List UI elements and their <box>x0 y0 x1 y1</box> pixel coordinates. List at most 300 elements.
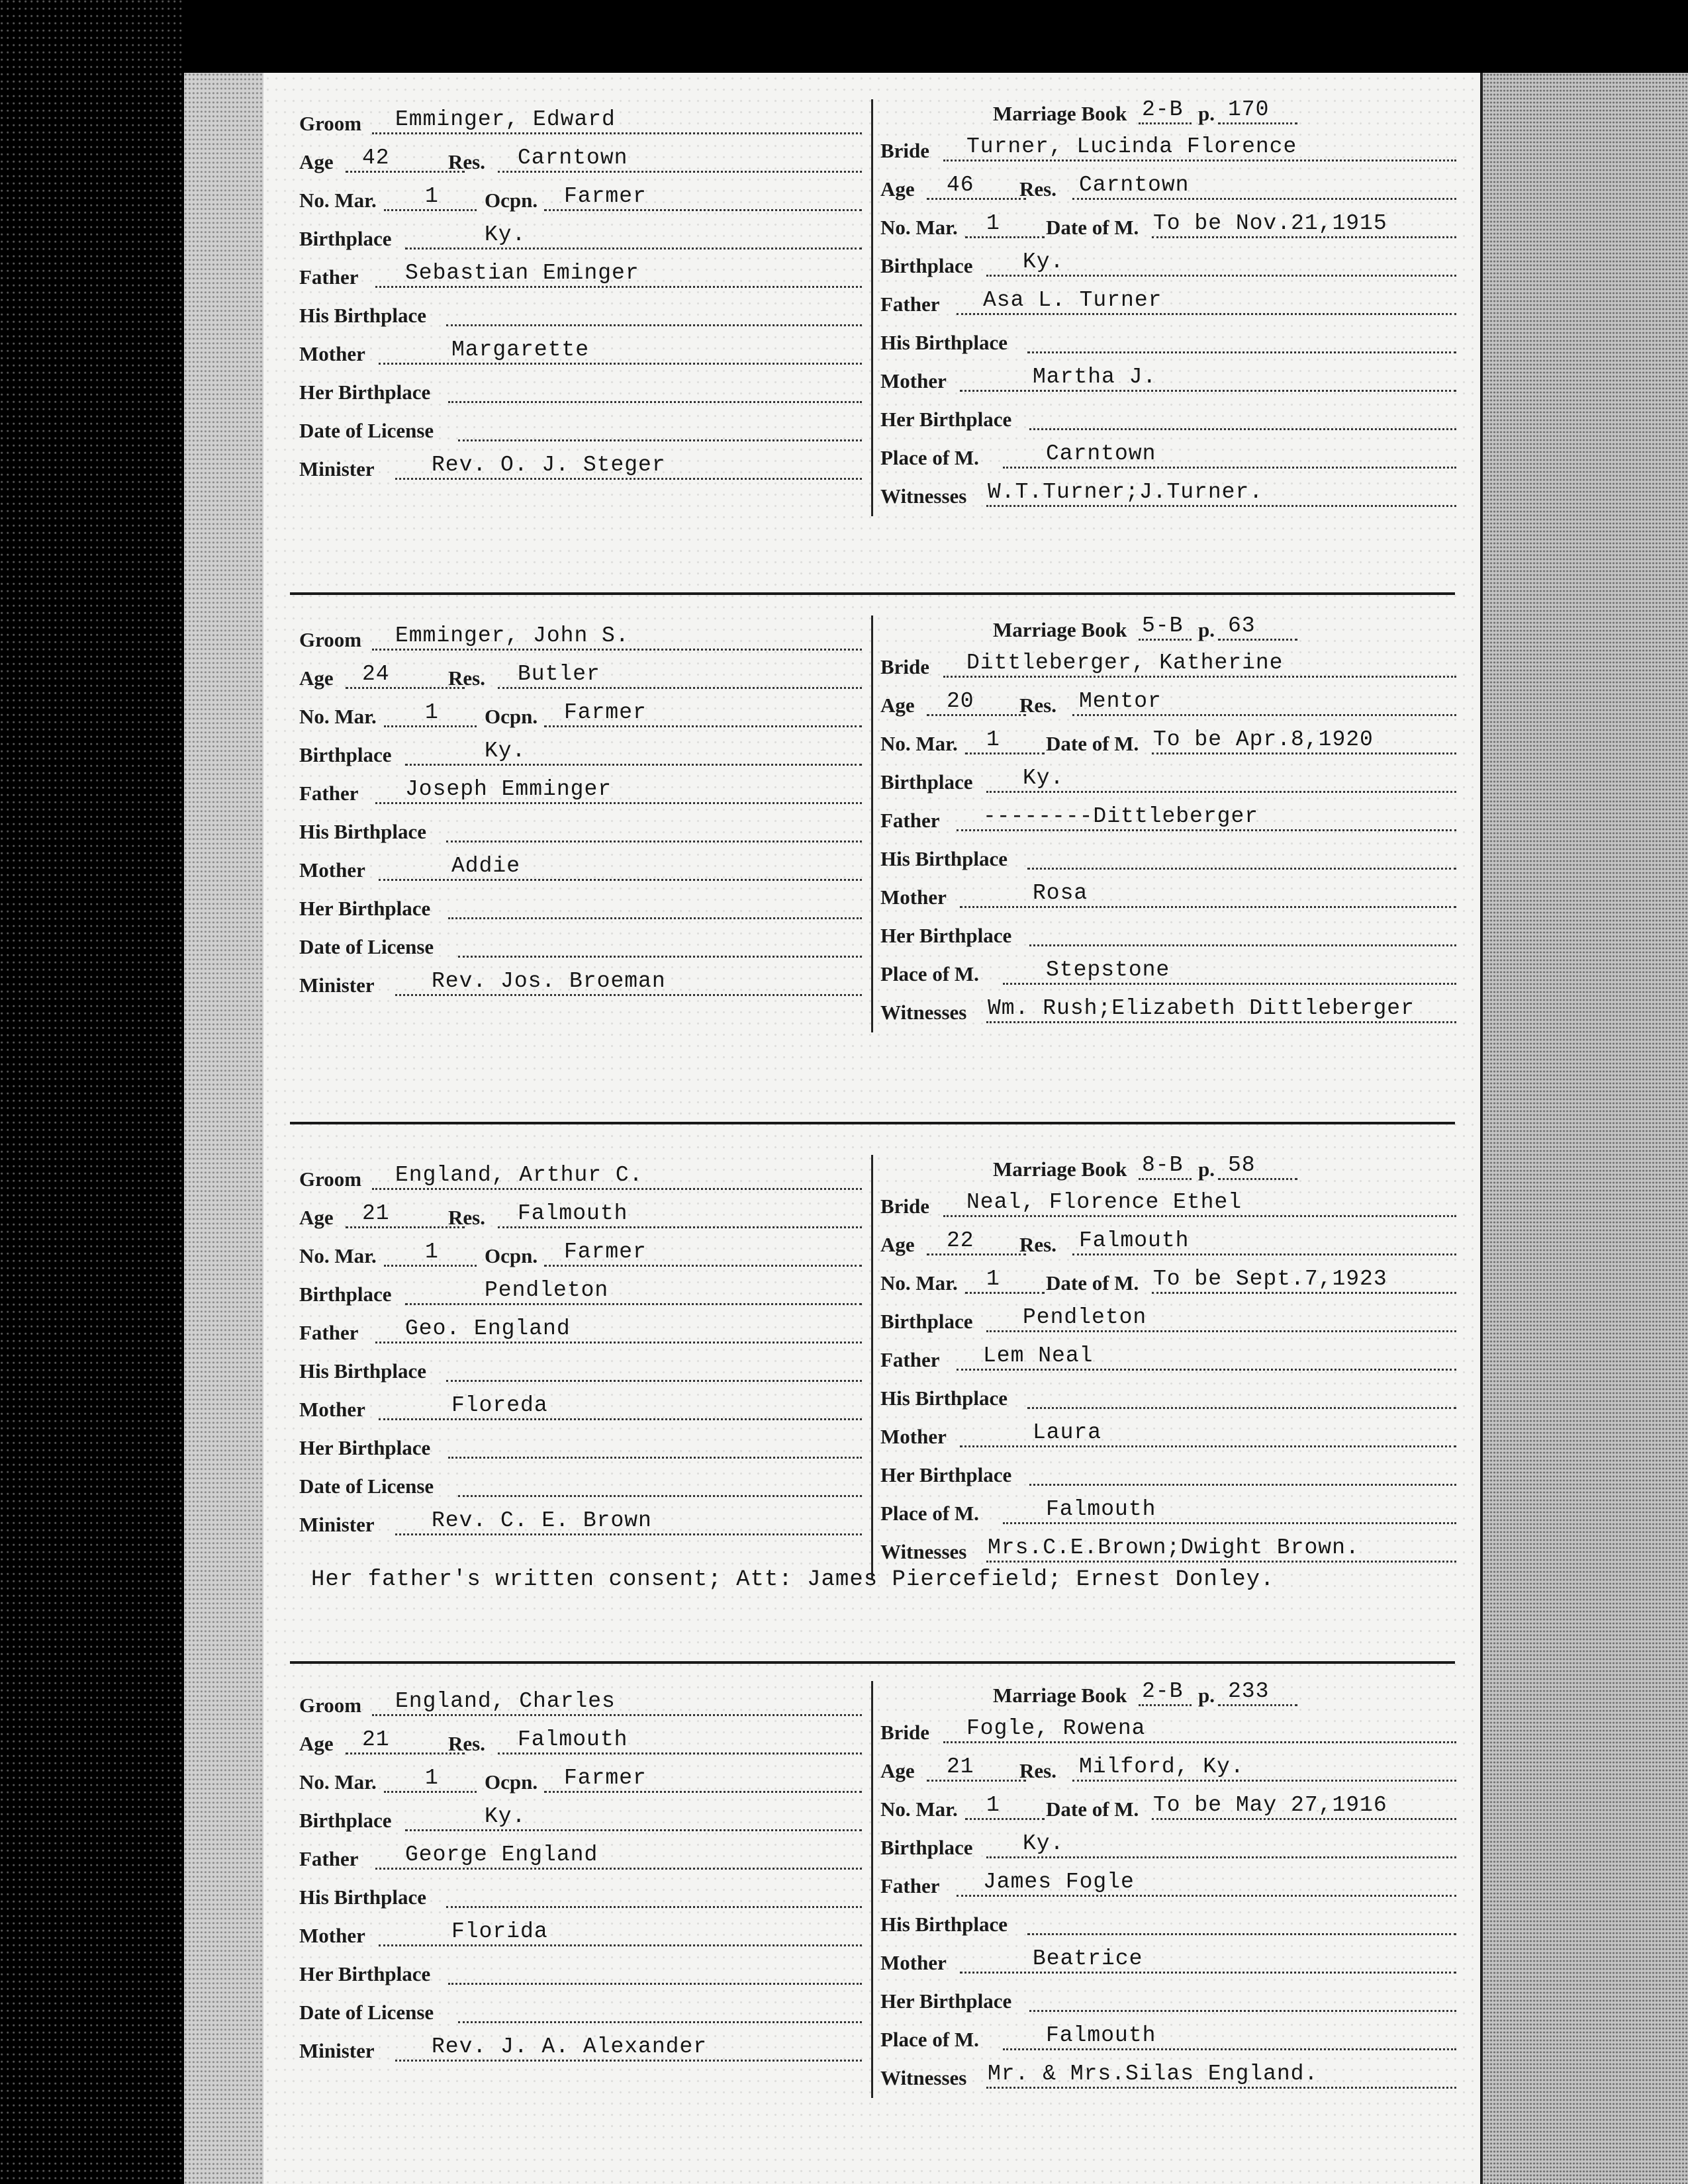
no-mar-label: No. Mar. <box>299 1244 377 1267</box>
bride-no-mar: 1 <box>986 727 1000 752</box>
date-of-marriage: To be Nov.21,1915 <box>1153 211 1387 236</box>
marriage-book-page: 63 <box>1228 614 1256 638</box>
his-birthplace-label: His Birthplace <box>299 820 427 843</box>
groom-residence: Falmouth <box>518 1201 628 1226</box>
groom-name: England, Arthur C. <box>395 1163 643 1187</box>
dotted-line <box>379 1418 862 1420</box>
mother-label: Mother <box>299 342 365 365</box>
dotted-line <box>1072 1253 1456 1255</box>
dotted-line <box>1218 1704 1297 1706</box>
mother-label: Mother <box>299 858 365 882</box>
bride-name: Neal, Florence Ethel <box>966 1190 1243 1214</box>
marriage-book-number: 8-B <box>1142 1153 1184 1177</box>
groom-label: Groom <box>299 112 362 135</box>
place-of-m-label: Place of M. <box>880 2028 979 2051</box>
marriage-record <box>265 1674 1483 2138</box>
bride-no-mar: 1 <box>986 1793 1000 1817</box>
groom-no-mar: 1 <box>425 1766 439 1790</box>
dotted-line <box>346 687 465 689</box>
dotted-line <box>927 1253 1026 1255</box>
bride-no-mar: 1 <box>986 1267 1000 1291</box>
groom-occupation: Farmer <box>564 1766 647 1790</box>
record-separator <box>290 1661 1455 1664</box>
dotted-line <box>346 171 465 173</box>
age-label: Age <box>299 666 334 690</box>
groom-name: Emminger, Edward <box>395 107 616 132</box>
place-of-m-label: Place of M. <box>880 962 979 985</box>
dotted-line <box>458 439 862 441</box>
bride-father-label: Father <box>880 809 940 832</box>
dotted-line <box>927 198 1026 200</box>
bride-age: 21 <box>947 1754 974 1779</box>
no-mar-label: No. Mar. <box>299 189 377 212</box>
his-birthplace-label: His Birthplace <box>299 1886 427 1909</box>
groom-minister: Rev. Jos. Broeman <box>432 969 666 993</box>
dotted-line <box>372 1714 862 1716</box>
bride-mother-label: Mother <box>880 1425 947 1448</box>
marriage-record <box>265 1148 1483 1612</box>
dotted-line <box>986 505 1456 507</box>
dotted-line <box>544 1265 862 1267</box>
groom-father: George England <box>405 1843 598 1867</box>
dotted-line <box>448 401 862 403</box>
groom-father: Joseph Emminger <box>405 777 612 801</box>
bride-father: --------Dittleberger <box>983 804 1259 829</box>
groom-label: Groom <box>299 1694 362 1717</box>
place-of-marriage: Falmouth <box>1046 2023 1156 2048</box>
dotted-line <box>458 956 862 958</box>
groom-minister: Rev. C. E. Brown <box>432 1508 652 1533</box>
bride-birthplace: Ky. <box>1023 1831 1064 1856</box>
page-label: p. <box>1198 618 1215 641</box>
bride-age: 46 <box>947 173 974 197</box>
witnesses-label: Witnesses <box>880 2066 967 2089</box>
mother-label: Mother <box>299 1398 365 1421</box>
dotted-line <box>1072 1780 1456 1782</box>
her-birthplace-label: Her Birthplace <box>299 381 431 404</box>
bride-mother-label: Mother <box>880 886 947 909</box>
groom-occupation: Farmer <box>564 700 647 725</box>
bride-his-birthplace-label: His Birthplace <box>880 331 1008 354</box>
marriage-book-number: 5-B <box>1142 614 1184 638</box>
groom-label: Groom <box>299 628 362 651</box>
dotted-line <box>395 2060 862 2062</box>
bride-mother: Rosa <box>1033 881 1088 905</box>
dotted-line <box>1029 428 1456 430</box>
groom-no-mar: 1 <box>425 700 439 725</box>
dotted-line <box>943 1741 1456 1743</box>
dotted-line <box>372 132 862 134</box>
witnesses: Mr. & Mrs.Silas England. <box>988 2062 1319 2086</box>
dotted-line <box>1029 2010 1456 2012</box>
dotted-line <box>448 917 862 919</box>
groom-residence: Butler <box>518 662 600 686</box>
bride-age-label: Age <box>880 177 915 201</box>
page-label: p. <box>1198 1684 1215 1707</box>
dotted-line <box>1139 1178 1192 1180</box>
groom-minister: Rev. J. A. Alexander <box>432 2034 708 2059</box>
dotted-line <box>1218 639 1297 641</box>
dotted-line <box>1003 2048 1456 2050</box>
bride-birthplace-label: Birthplace <box>880 770 973 794</box>
bride-father-label: Father <box>880 1348 940 1371</box>
age-label: Age <box>299 150 334 173</box>
marriage-book-page: 58 <box>1228 1153 1256 1177</box>
dotted-line <box>1029 1484 1456 1486</box>
place-of-m-label: Place of M. <box>880 446 979 469</box>
groom-occupation: Farmer <box>564 184 647 208</box>
date-of-license-label: Date of License <box>299 1475 434 1498</box>
bride-age: 22 <box>947 1228 974 1253</box>
age-label: Age <box>299 1206 334 1229</box>
dotted-line <box>446 841 862 842</box>
date-of-marriage: To be May 27,1916 <box>1153 1793 1387 1817</box>
groom-name: England, Charles <box>395 1689 616 1713</box>
bride-residence: Mentor <box>1079 689 1162 713</box>
mother-label: Mother <box>299 1924 365 1947</box>
bride-father-label: Father <box>880 1874 940 1897</box>
marriage-book-page: 170 <box>1228 97 1270 122</box>
dotted-line <box>405 1303 862 1305</box>
groom-age: 42 <box>362 146 390 170</box>
groom-father: Geo. England <box>405 1316 571 1341</box>
bride-birthplace: Pendleton <box>1023 1305 1147 1330</box>
dotted-line <box>498 1226 862 1228</box>
dotted-line <box>1027 351 1456 353</box>
page-label: p. <box>1198 102 1215 125</box>
bride-father: Asa L. Turner <box>983 288 1162 312</box>
place-of-marriage: Carntown <box>1046 441 1156 466</box>
groom-father: Sebastian Eminger <box>405 261 639 285</box>
groom-label: Groom <box>299 1167 362 1191</box>
bride-age: 20 <box>947 689 974 713</box>
dotted-line <box>986 1561 1456 1563</box>
age-label: Age <box>299 1732 334 1755</box>
bride-res-label: Res. <box>1019 694 1056 717</box>
minister-label: Minister <box>299 457 375 480</box>
marriage-book-label: Marriage Book <box>993 102 1127 125</box>
ocpn-label: Ocpn. <box>485 1244 538 1267</box>
dotted-line <box>965 1292 1045 1294</box>
groom-mother: Margarette <box>451 338 590 362</box>
dotted-line <box>395 478 862 480</box>
bride-mother: Beatrice <box>1033 1946 1143 1971</box>
dotted-line <box>965 1818 1045 1820</box>
dotted-line <box>986 275 1456 277</box>
dotted-line <box>960 390 1456 392</box>
bride-father-label: Father <box>880 293 940 316</box>
dotted-line <box>986 791 1456 793</box>
place-of-m-label: Place of M. <box>880 1502 979 1525</box>
dotted-line <box>544 1791 862 1793</box>
dotted-line <box>1139 122 1192 124</box>
marriage-book-number: 2-B <box>1142 97 1184 122</box>
bride-her-birthplace-label: Her Birthplace <box>880 408 1012 431</box>
no-mar-label: No. Mar. <box>299 1770 377 1794</box>
bride-her-birthplace-label: Her Birthplace <box>880 924 1012 947</box>
scan-left-margin <box>0 0 184 2184</box>
his-birthplace-label: His Birthplace <box>299 1359 427 1383</box>
marriage-book-number: 2-B <box>1142 1679 1184 1704</box>
witnesses-label: Witnesses <box>880 1540 967 1563</box>
dotted-line <box>1152 752 1456 754</box>
witnesses: W.T.Turner;J.Turner. <box>988 480 1264 504</box>
bride-his-birthplace-label: His Birthplace <box>880 1387 1008 1410</box>
bride-res-label: Res. <box>1019 177 1056 201</box>
minister-label: Minister <box>299 974 375 997</box>
dotted-line <box>943 1215 1456 1217</box>
dotted-line <box>927 714 1026 716</box>
groom-mother: Florida <box>451 1919 548 1944</box>
bride-birthplace: Ky. <box>1023 766 1064 790</box>
date-of-marriage: To be Apr.8,1920 <box>1153 727 1374 752</box>
dotted-line <box>957 313 1456 315</box>
dotted-line <box>544 725 862 727</box>
bride-name: Dittleberger, Katherine <box>966 651 1284 675</box>
bride-residence: Milford, Ky. <box>1079 1754 1244 1779</box>
bride-mother-label: Mother <box>880 369 947 392</box>
dotted-line <box>498 171 862 173</box>
dotted-line <box>960 1445 1456 1447</box>
groom-minister: Rev. O. J. Steger <box>432 453 666 477</box>
dotted-line <box>965 752 1045 754</box>
his-birthplace-label: His Birthplace <box>299 304 427 327</box>
dotted-line <box>1027 1407 1456 1409</box>
dotted-line <box>458 1495 862 1497</box>
date-of-m-label: Date of M. <box>1046 1271 1139 1295</box>
dotted-line <box>405 248 862 250</box>
dotted-line <box>986 2087 1456 2089</box>
groom-no-mar: 1 <box>425 1240 439 1264</box>
groom-age: 24 <box>362 662 390 686</box>
bride-residence: Carntown <box>1079 173 1190 197</box>
dotted-line <box>375 286 862 288</box>
groom-residence: Carntown <box>518 146 628 170</box>
birthplace-label: Birthplace <box>299 743 392 766</box>
dotted-line <box>1027 1933 1456 1935</box>
groom-name: Emminger, John S. <box>395 623 630 648</box>
father-label: Father <box>299 782 359 805</box>
dotted-line <box>379 363 862 365</box>
bride-his-birthplace-label: His Birthplace <box>880 1913 1008 1936</box>
groom-mother: Addie <box>451 854 521 878</box>
bride-no-mar-label: No. Mar. <box>880 1271 958 1295</box>
dotted-line <box>1003 1522 1456 1524</box>
scan-left-edge <box>184 73 263 2184</box>
scan-right-margin <box>1483 73 1688 2184</box>
bride-birthplace: Ky. <box>1023 250 1064 274</box>
groom-mother: Floreda <box>451 1393 548 1418</box>
dotted-line <box>405 764 862 766</box>
date-of-m-label: Date of M. <box>1046 216 1139 239</box>
groom-age: 21 <box>362 1727 390 1752</box>
dotted-line <box>372 1188 862 1190</box>
date-of-license-label: Date of License <box>299 935 434 958</box>
witnesses: Mrs.C.E.Brown;Dwight Brown. <box>988 1535 1360 1560</box>
record-separator <box>290 1122 1455 1124</box>
bride-label: Bride <box>880 139 930 162</box>
dotted-line <box>448 1983 862 1985</box>
birthplace-label: Birthplace <box>299 1809 392 1832</box>
bride-age-label: Age <box>880 1233 915 1256</box>
bride-res-label: Res. <box>1019 1233 1056 1256</box>
bride-no-mar-label: No. Mar. <box>880 216 958 239</box>
dotted-line <box>372 649 862 651</box>
bride-age-label: Age <box>880 694 915 717</box>
dotted-line <box>544 209 862 211</box>
marriage-book-label: Marriage Book <box>993 1684 1127 1707</box>
bride-her-birthplace-label: Her Birthplace <box>880 1989 1012 2013</box>
dotted-line <box>1218 1178 1297 1180</box>
ocpn-label: Ocpn. <box>485 1770 538 1794</box>
date-of-m-label: Date of M. <box>1046 732 1139 755</box>
res-label: Res. <box>448 666 485 690</box>
dotted-line <box>1072 198 1456 200</box>
bride-name: Turner, Lucinda Florence <box>966 134 1297 159</box>
dotted-line <box>448 1457 862 1459</box>
date-of-marriage: To be Sept.7,1923 <box>1153 1267 1387 1291</box>
bride-no-mar-label: No. Mar. <box>880 1797 958 1821</box>
dotted-line <box>1003 467 1456 469</box>
date-of-m-label: Date of M. <box>1046 1797 1139 1821</box>
place-of-marriage: Falmouth <box>1046 1497 1156 1522</box>
bride-birthplace-label: Birthplace <box>880 1310 973 1333</box>
dotted-line <box>1003 983 1456 985</box>
dotted-line <box>960 906 1456 908</box>
bride-mother: Martha J. <box>1033 365 1157 389</box>
no-mar-label: No. Mar. <box>299 705 377 728</box>
dotted-line <box>498 1752 862 1754</box>
dotted-line <box>375 1868 862 1870</box>
dotted-line <box>965 236 1045 238</box>
groom-birthplace: Ky. <box>485 1804 526 1829</box>
dotted-line <box>1027 868 1456 870</box>
dotted-line <box>375 802 862 804</box>
bride-birthplace-label: Birthplace <box>880 1836 973 1859</box>
groom-birthplace: Pendleton <box>485 1278 609 1302</box>
bride-mother-label: Mother <box>880 1951 947 1974</box>
her-birthplace-label: Her Birthplace <box>299 1436 431 1459</box>
dotted-line <box>1029 944 1456 946</box>
ocpn-label: Ocpn. <box>485 189 538 212</box>
minister-label: Minister <box>299 1513 375 1536</box>
bride-no-mar-label: No. Mar. <box>880 732 958 755</box>
dotted-line <box>986 1330 1456 1332</box>
dotted-line <box>379 1944 862 1946</box>
bride-age-label: Age <box>880 1759 915 1782</box>
bride-label: Bride <box>880 1721 930 1744</box>
dotted-line <box>957 1369 1456 1371</box>
dotted-line <box>986 1856 1456 1858</box>
father-label: Father <box>299 1847 359 1870</box>
bride-residence: Falmouth <box>1079 1228 1190 1253</box>
dotted-line <box>943 676 1456 678</box>
her-birthplace-label: Her Birthplace <box>299 1962 431 1985</box>
marriage-record <box>265 93 1483 556</box>
her-birthplace-label: Her Birthplace <box>299 897 431 920</box>
dotted-line <box>1072 714 1456 716</box>
groom-residence: Falmouth <box>518 1727 628 1752</box>
dotted-line <box>384 725 477 727</box>
marriage-book-label: Marriage Book <box>993 618 1127 641</box>
dotted-line <box>446 1906 862 1908</box>
witnesses: Wm. Rush;Elizabeth Dittleberger <box>988 996 1415 1021</box>
bride-mother: Laura <box>1033 1420 1102 1445</box>
father-label: Father <box>299 1321 359 1344</box>
date-of-license-label: Date of License <box>299 2001 434 2024</box>
dotted-line <box>379 879 862 881</box>
dotted-line <box>384 1791 477 1793</box>
father-label: Father <box>299 265 359 289</box>
dotted-line <box>384 1265 477 1267</box>
bride-label: Bride <box>880 1195 930 1218</box>
dotted-line <box>1152 1818 1456 1820</box>
bride-father: James Fogle <box>983 1870 1135 1894</box>
bride-birthplace-label: Birthplace <box>880 254 973 277</box>
dotted-line <box>1152 236 1456 238</box>
consent-note: Her father's written consent; Att: James Piercefield; Ernest Donley. <box>311 1567 1275 1592</box>
groom-occupation: Farmer <box>564 1240 647 1264</box>
dotted-line <box>395 994 862 996</box>
dotted-line <box>943 159 1456 161</box>
minister-label: Minister <box>299 2039 375 2062</box>
dotted-line <box>405 1829 862 1831</box>
witnesses-label: Witnesses <box>880 484 967 508</box>
dotted-line <box>957 1895 1456 1897</box>
dotted-line <box>446 1380 862 1382</box>
dotted-line <box>960 1972 1456 1974</box>
bride-name: Fogle, Rowena <box>966 1716 1146 1741</box>
bride-father: Lem Neal <box>983 1343 1094 1368</box>
res-label: Res. <box>448 1732 485 1755</box>
groom-birthplace: Ky. <box>485 739 526 763</box>
bride-res-label: Res. <box>1019 1759 1056 1782</box>
dotted-line <box>498 687 862 689</box>
bride-her-birthplace-label: Her Birthplace <box>880 1463 1012 1486</box>
dotted-line <box>375 1342 862 1343</box>
res-label: Res. <box>448 150 485 173</box>
dotted-line <box>384 209 477 211</box>
dotted-line <box>446 324 862 326</box>
ocpn-label: Ocpn. <box>485 705 538 728</box>
groom-birthplace: Ky. <box>485 222 526 247</box>
birthplace-label: Birthplace <box>299 227 392 250</box>
dotted-line <box>458 2021 862 2023</box>
place-of-marriage: Stepstone <box>1046 958 1170 982</box>
dotted-line <box>1152 1292 1456 1294</box>
witnesses-label: Witnesses <box>880 1001 967 1024</box>
page-label: p. <box>1198 1158 1215 1181</box>
dotted-line <box>395 1533 862 1535</box>
dotted-line <box>346 1752 465 1754</box>
marriage-book-label: Marriage Book <box>993 1158 1127 1181</box>
bride-no-mar: 1 <box>986 211 1000 236</box>
marriage-book-page: 233 <box>1228 1679 1270 1704</box>
bride-label: Bride <box>880 655 930 678</box>
groom-no-mar: 1 <box>425 184 439 208</box>
marriage-record <box>265 609 1483 1072</box>
date-of-license-label: Date of License <box>299 419 434 442</box>
bride-his-birthplace-label: His Birthplace <box>880 847 1008 870</box>
dotted-line <box>1139 1704 1192 1706</box>
dotted-line <box>957 829 1456 831</box>
birthplace-label: Birthplace <box>299 1283 392 1306</box>
dotted-line <box>346 1226 465 1228</box>
groom-age: 21 <box>362 1201 390 1226</box>
dotted-line <box>927 1780 1026 1782</box>
dotted-line <box>1218 122 1297 124</box>
record-separator <box>290 592 1455 595</box>
